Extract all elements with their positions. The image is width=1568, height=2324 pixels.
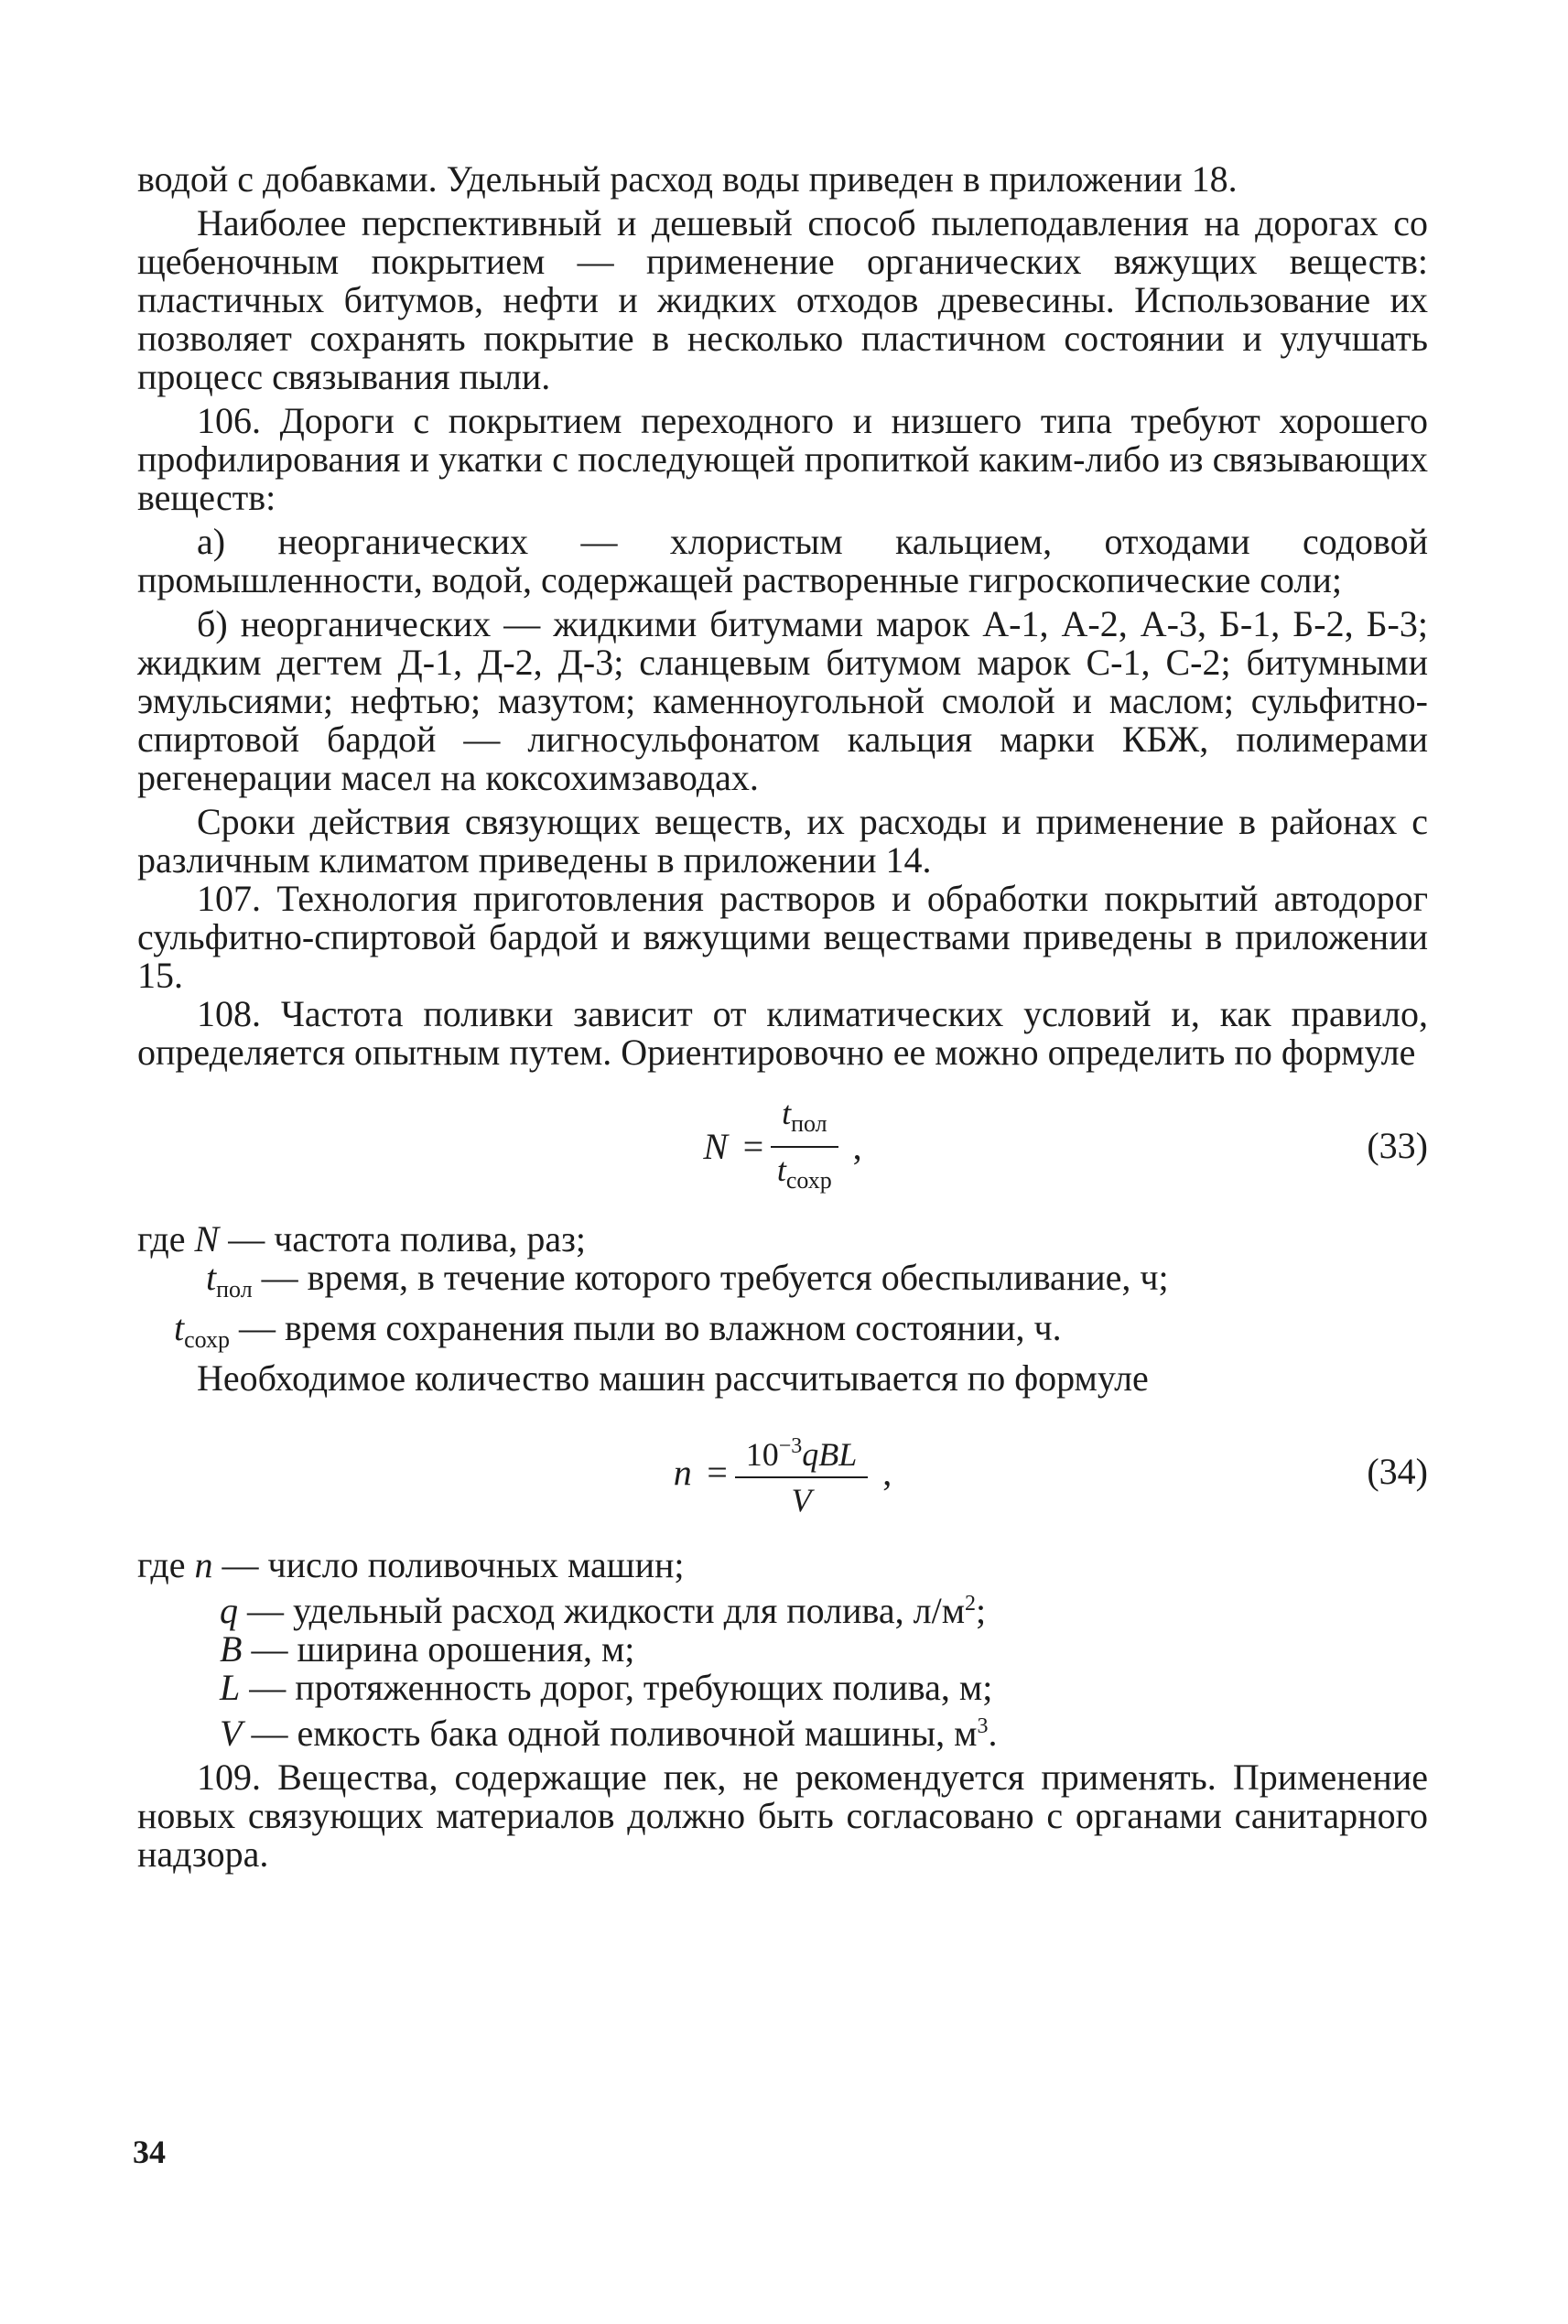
- paragraph-1: водой с добавками. Удельный расход воды приведен в приложении 18.: [137, 158, 1238, 200]
- legend-34-item: B — ширина орошения, м;: [220, 1628, 635, 1670]
- paragraph-106: 106. Дороги с покрытием переходного и низшего типа требуют хорошего профилирования и укатки с последующей пропиткой каким-либо из связывающих веществ:: [137, 400, 1428, 518]
- formula-34: n = $\frac{10^{-3}qBL}{V}$ , (34): [137, 1418, 1428, 1528]
- paragraph-108: 108. Частота поливки зависит от климатических условий и, как правило, определяется опытным путем. Ориентировочно ее можно определить по формуле: [137, 993, 1428, 1073]
- paragraph-2: Наиболее перспективный и дешевый способ пылеподавления на дорогах со щебеночным покрытием — применение органических вяжущих веществ: пластичных битумов, нефти и жидких отходов древесины. Использование их позволяет сохранять покрытие в несколько пластичном состоянии и улучшать процесс связывания пыли.: [137, 202, 1428, 397]
- formula-33-number: (33): [1367, 1125, 1428, 1166]
- paragraph-machines: Необходимое количество машин рассчитывается по формуле: [197, 1357, 1149, 1399]
- legend-33-item: где N — частота полива, раз;: [137, 1218, 587, 1259]
- formula-33-lhs: N: [703, 1126, 729, 1167]
- paragraph-107: 107. Технология приготовления растворов и обработки покрытий автодорог сульфитно-спиртовой бардой и вяжущими веществами приведены в приложении 15.: [137, 878, 1428, 996]
- legend-34-item: где n — число поливочных машин;: [137, 1544, 685, 1585]
- formula-34-number: (34): [1367, 1451, 1428, 1492]
- legend-34-item: L — протяженность дорог, требующих полива, м;: [220, 1667, 993, 1708]
- page-body: [137, 160, 1428, 1874]
- paragraph-binder-terms: Сроки действия связующих веществ, их расходы и применение в районах с различным климатом приведены в приложении 14.: [137, 801, 1428, 881]
- legend-34-item: V — емкость бака одной поливочной машины, $м^3$.: [220, 1713, 998, 1754]
- legend-34-item: q — удельный расход жидкости для полива, $л/м^2$;: [220, 1590, 987, 1631]
- formula-33-equals: =: [741, 1126, 766, 1167]
- formula-34-lhs: n: [673, 1452, 692, 1493]
- formula-34-equals: =: [704, 1452, 730, 1493]
- legend-33: [137, 1220, 1428, 1359]
- list-item-b: б) неорганических — жидкими битумами марок А-1, А-2, А-3, Б-1, Б-2, Б-3; жидким дегтем Д-1, Д-2, Д-3; сланцевым битумом марок С-1, С-2; битумными эмульсиями; нефтью; мазутом; каменноугольной смолой и маслом; сульфитно-спиртовой бардой — лигносульфонатом кальция марки КБЖ, полимерами регенерации масел на коксохимзаводах.: [137, 603, 1428, 798]
- formula-33-denominator: $t_{сохр}$: [776, 1151, 832, 1194]
- legend-33-item: $t_{сохр}$ — время сохранения пыли во влажном состоянии, ч.: [174, 1307, 1062, 1353]
- list-item-a: а) неорганических — хлористым кальцием, отходами содовой промышленности, водой, содержащей растворенные гигроскопические соли;: [137, 521, 1428, 600]
- legend-34: [137, 1546, 1428, 1753]
- legend-33-item: $t_{пол}$ — время, в течение которого требуется обеспыливание, ч;: [206, 1257, 1169, 1303]
- formula-33: N = $\frac{t_{пол}}{t_{сохр}}$ , (33): [137, 1092, 1428, 1202]
- page-number: 34: [133, 2134, 166, 2170]
- formula-33-fraction: [771, 1095, 838, 1199]
- paragraph-109: 109. Вещества, содержащие пек, не рекомендуется применять. Применение новых связующих материалов должно быть согласовано с органами санитарного надзора.: [137, 1757, 1428, 1875]
- formula-33-numerator: $t_{пол}$: [771, 1095, 838, 1148]
- formula-34-denominator: V: [791, 1481, 812, 1519]
- formula-34-fraction: [735, 1428, 869, 1519]
- formula-34-numerator: $10^{-3}qBL$: [735, 1428, 869, 1478]
